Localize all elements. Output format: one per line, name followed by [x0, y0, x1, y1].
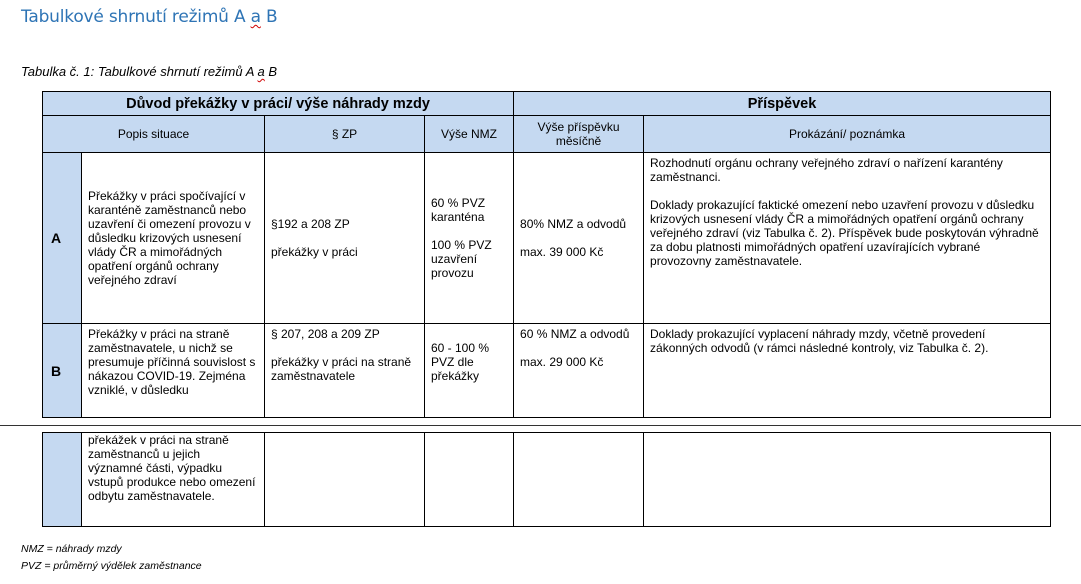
summary-table	[42, 91, 1051, 418]
table-row-b	[43, 324, 1051, 418]
cell-empty	[514, 433, 644, 527]
cell-empty	[644, 433, 1051, 527]
cell-prispevek-line: 60 % NMZ a odvodů	[520, 327, 630, 341]
cell-prispevek-line: max. 29 000 Kč	[520, 355, 604, 369]
cell-prispevek	[514, 324, 644, 418]
caption-text-end: B	[264, 64, 278, 79]
section-heading	[21, 7, 278, 27]
cell-nmz-line: 100 % PVZ uzavření provozu	[431, 238, 492, 280]
cell-nmz-line: 60 % PVZ karanténa	[431, 196, 486, 224]
cell-prispevek-line: max. 39 000 Kč	[520, 245, 604, 259]
heading-spellcheck-word: a	[250, 7, 261, 27]
heading-text-end: B	[260, 7, 278, 27]
cell-zp-line: překážky v práci na straně zaměstnavatele	[271, 355, 412, 383]
cell-popis: překážek v práci na straně zaměstnanců u jejich významné části, výpadku vstupů produkce nebo omezení odbytu zaměstnavatele.	[82, 433, 265, 527]
cell-nmz: 60 - 100 % PVZ dle překážky	[425, 324, 514, 418]
column-header-prispevek: Výše příspěvku měsíčně	[514, 116, 644, 153]
table-row-a	[43, 153, 1051, 324]
footnote-nmz: NMZ = náhrady mzdy	[21, 543, 122, 555]
row-letter-empty	[43, 433, 82, 527]
cell-poznamka-line: Doklady prokazující faktické omezení nebo uzavření provozu v důsledku krizových usnesení vlády ČR a mimořádných opatření orgánů ochrany veřejného zdraví (viz Tabulka č. 2). Příspěvek bude poskytován výhradně za dobu platnosti mimořádných opatření uzavírajících vybrané provozovny zaměstnavatele.	[650, 198, 1039, 268]
cell-zp	[265, 153, 425, 324]
row-letter: A	[43, 153, 82, 324]
column-header-popis: Popis situace	[43, 116, 265, 153]
summary-table-continued	[42, 432, 1051, 527]
cell-zp-line: § 207, 208 a 209 ZP	[271, 327, 380, 341]
cell-poznamka: Doklady prokazující vyplacení náhrady mzdy, včetně provedení zákonných odvodů (v rámci následné kontroly, viz Tabulka č. 2).	[644, 324, 1051, 418]
caption-spellcheck-word: a	[257, 64, 265, 79]
cell-nmz	[425, 153, 514, 324]
cell-poznamka-line: Rozhodnutí orgánu ochrany veřejného zdraví o nařízení karantény zaměstnanci.	[650, 156, 1003, 184]
footnote-pvz: PVZ = průměrný výdělek zaměstnance	[21, 560, 202, 572]
heading-text: Tabulkové shrnutí režimů A	[21, 7, 251, 27]
cell-prispevek	[514, 153, 644, 324]
table-row-b-continued	[43, 433, 1051, 527]
cell-empty	[425, 433, 514, 527]
cell-poznamka	[644, 153, 1051, 324]
page-break-line	[0, 425, 1081, 426]
column-header-poznamka: Prokázání/ poznámka	[644, 116, 1051, 153]
cell-popis: Překážky v práci na straně zaměstnavatele, u nichž se presumuje příčinná souvislost s nákazou COVID-19. Zejména vzniklé, v důsledku	[82, 324, 265, 418]
cell-zp-line: §192 a 208 ZP	[271, 217, 350, 231]
group-header-prispevek: Příspěvek	[514, 92, 1051, 116]
cell-empty	[265, 433, 425, 527]
group-header-duvod: Důvod překážky v práci/ výše náhrady mzdy	[43, 92, 514, 116]
cell-prispevek-line: 80% NMZ a odvodů	[520, 217, 627, 231]
cell-zp-line: překážky v práci	[271, 245, 358, 259]
column-header-nmz: Výše NMZ	[425, 116, 514, 153]
cell-popis: Překážky v práci spočívající v karanténě zaměstnanců nebo uzavření či omezení provozu v důsledku krizových usnesení vlády ČR a mimořádných opatření orgánů ochrany veřejného zdraví	[82, 153, 265, 324]
caption-text: Tabulka č. 1: Tabulkové shrnutí režimů A	[21, 64, 258, 79]
table-caption	[21, 64, 277, 79]
cell-zp	[265, 324, 425, 418]
column-header-zp: § ZP	[265, 116, 425, 153]
row-letter: B	[43, 324, 82, 418]
